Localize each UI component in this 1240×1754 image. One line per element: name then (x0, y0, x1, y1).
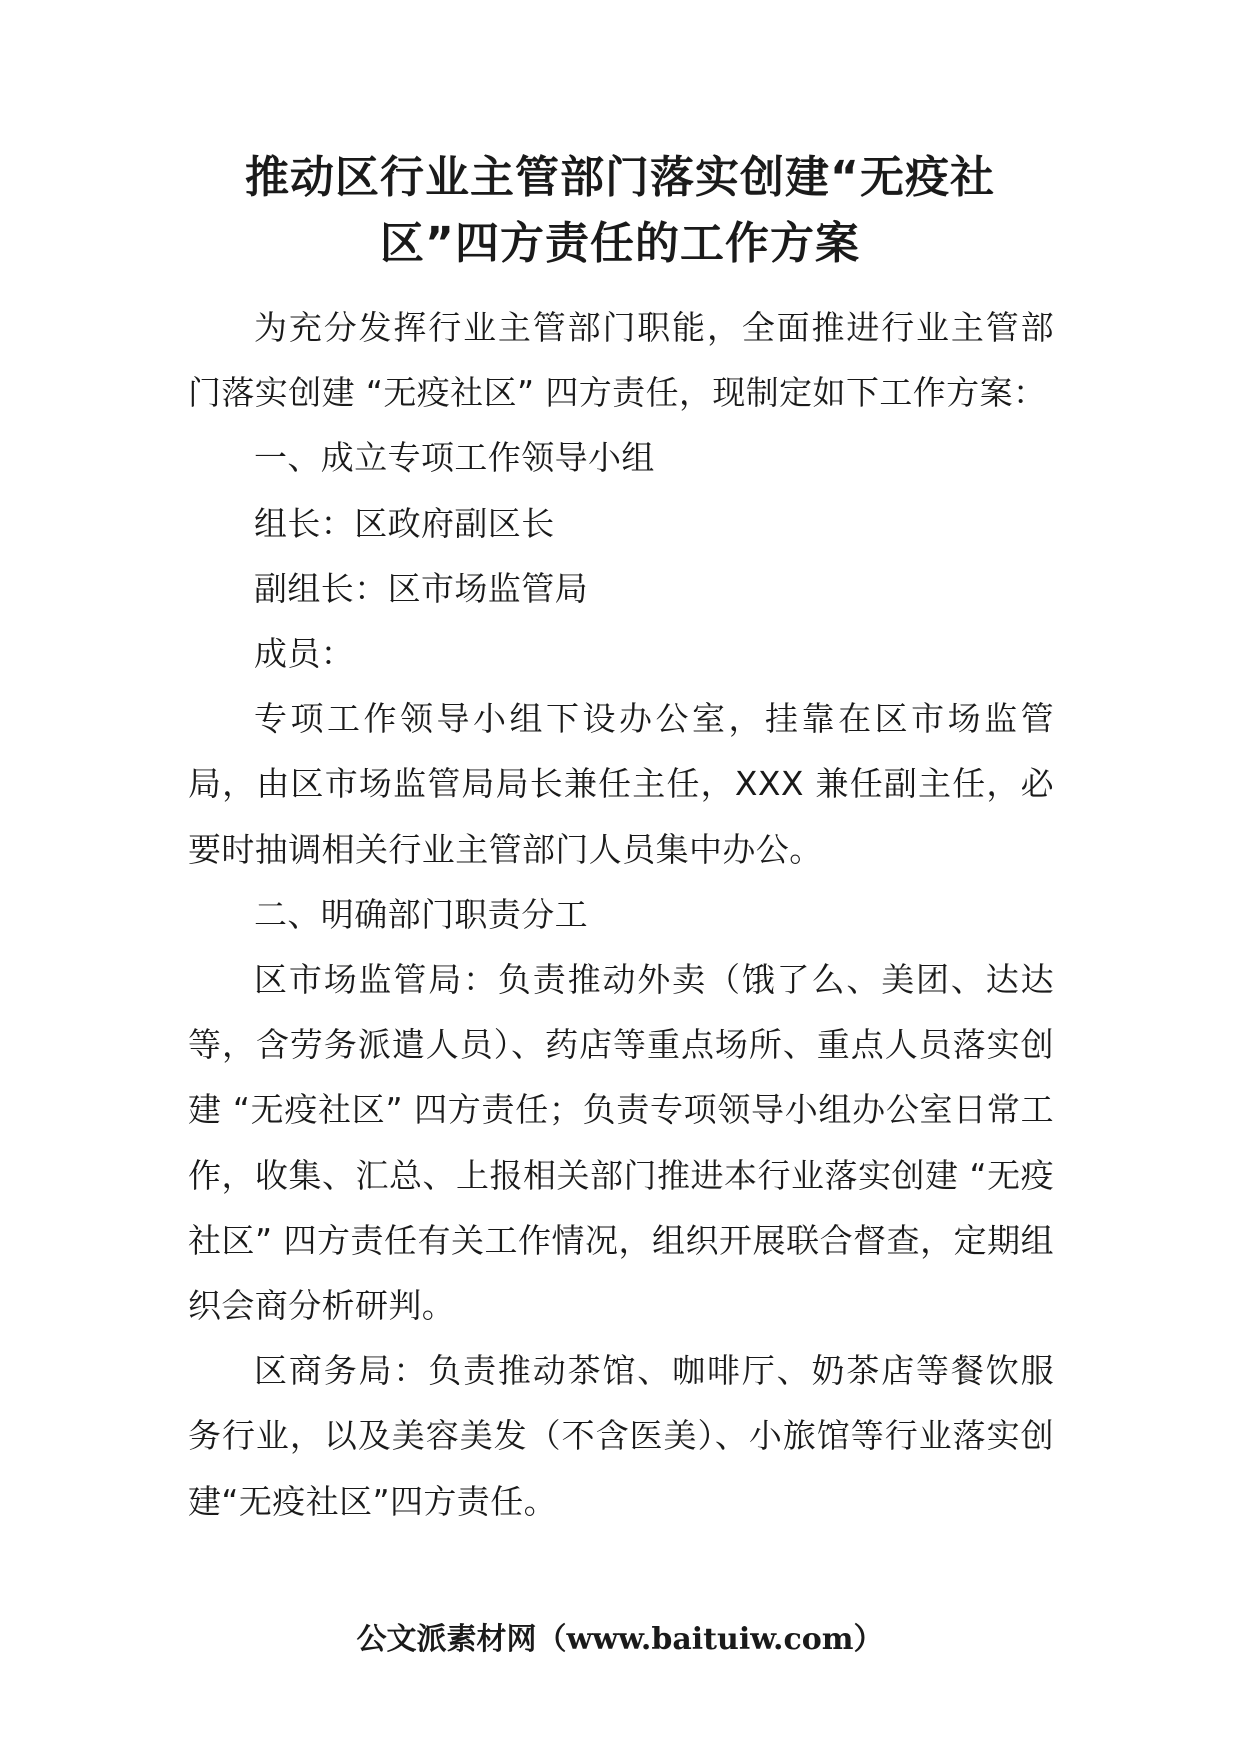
title-line-2: 区”四方责任的工作方案 (380, 218, 860, 269)
document-body (188, 295, 1054, 1534)
deputy-leader-line: 副组长：区市场监管局 (254, 568, 588, 608)
footer-watermark: 公文派素材网（www.baituiw.com） (356, 1622, 884, 1657)
section-heading-1: 一、成立专项工作领导小组 (254, 438, 655, 478)
market-bureau-paragraph: 区市场监管局：负责推动外卖（饿了么、美团、达达等，含劳务派遣人员）、药店等重点场所、重点人员落实创建 “无疫社区” 四方责任；负责专项领导小组办公室日常工作，收集、汇总、上报相关部门推进本行业落实创建 “无疫社区” 四方责任有关工作情况，组织开展联合督查，定期组织会商分析研判。 (188, 960, 1054, 1326)
office-paragraph: 专项工作领导小组下设办公室，挂靠在区市场监管局，由区市场监管局局长兼任主任，XXX 兼任副主任，必要时抽调相关行业主管部门人员集中办公。 (188, 699, 1054, 869)
leader-line: 组长：区政府副区长 (254, 503, 555, 543)
section-heading-2: 二、明确部门职责分工 (254, 894, 588, 934)
commerce-bureau-paragraph: 区商务局：负责推动茶馆、咖啡厅、奶茶店等餐饮服务行业，以及美容美发（不含医美）、小旅馆等行业落实创建“无疫社区”四方责任。 (188, 1351, 1054, 1521)
document-title (190, 145, 1050, 277)
intro-paragraph: 为充分发挥行业主管部门职能，全面推进行业主管部门落实创建 “无疫社区” 四方责任，现制定如下工作方案： (188, 308, 1054, 413)
title-line-1: 推动区行业主管部门落实创建“无疫社 (245, 152, 995, 203)
members-line: 成员： (254, 634, 355, 674)
